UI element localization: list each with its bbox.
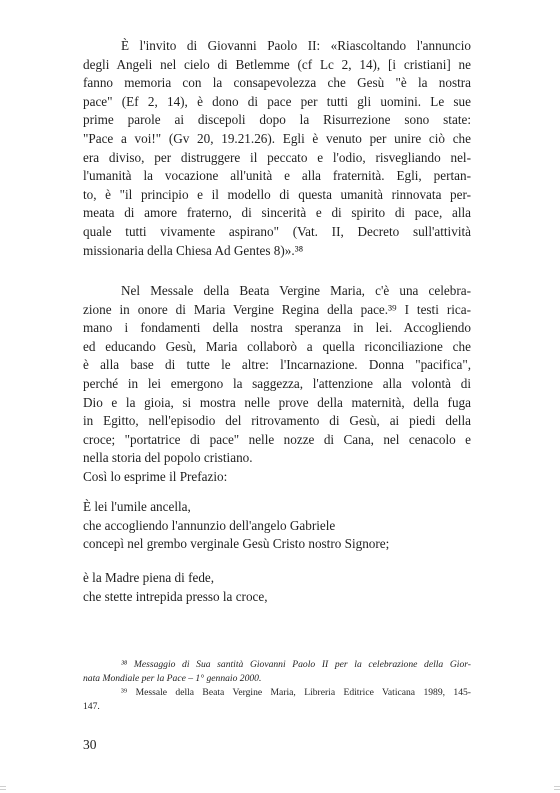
text-line: l'umanità la vocazione all'unità e alla fraternità. Egli, pertan-: [83, 168, 471, 184]
text-line: fanno memoria con la consapevolezza che Gesù "è la nostra: [83, 75, 471, 91]
text-line: missionaria della Chiesa Ad Gentes 8)».³⁸: [83, 242, 304, 258]
paragraph-messale: [83, 282, 471, 468]
prefazio-stanza-1: [83, 498, 471, 554]
footnote-38: [83, 658, 471, 686]
text-line: Dio e la gioia, si mostra nelle prove della maternità, della fuga: [83, 394, 471, 410]
text-line: prime parole ai discepoli dopo la Risurrezione sono state:: [83, 112, 471, 128]
text-line: era diviso, per distruggere il peccato e l'odio, risvegliando nel-: [83, 149, 471, 165]
text-line: degli Angeli nel cielo di Betlemme (cf Lc 2, 14), [i cristiani] ne: [83, 56, 471, 72]
text-line: to, è "il principio e il modello di questa umanità rinnovata per-: [83, 186, 471, 202]
verse-line: che accogliendo l'annunzio dell'angelo Gabriele: [83, 517, 336, 533]
text-line: pace" (Ef 2, 14), è dono di pace per tutti gli uomini. Le sue: [83, 93, 471, 109]
text-line: è alla base di tutte le altre: l'Incarnazione. Donna "pacifica",: [83, 357, 471, 373]
text-line: nella storia del popolo cristiano.: [83, 450, 253, 466]
page-edge-mark: [554, 786, 560, 787]
footnote-line: nata Mondiale per la Pace – 1° gennaio 2000.: [83, 673, 262, 684]
text-line: È l'invito di Giovanni Paolo II: «Riascoltando l'annuncio: [121, 38, 471, 53]
prefazio-intro: [83, 468, 471, 487]
text-line: mano i fondamenti della nostra speranza in lei. Accogliendo: [83, 320, 471, 336]
footnote-39: [83, 686, 471, 714]
page-edge-mark: [0, 786, 6, 787]
text-line: in Egitto, nell'episodio del ritrovamento di Gesù, ai piedi della: [83, 413, 471, 429]
footnote-line: ³⁸ Messaggio di Sua santità Giovanni Paolo II per la celebrazione della Gior-: [121, 659, 471, 670]
prefazio-stanza-2: [83, 569, 471, 606]
verse-line: È lei l'umile ancella,: [83, 499, 191, 514]
verse-line: è la Madre piena di fede,: [83, 570, 215, 585]
page-edge-mark: [554, 789, 560, 790]
footnote-line: 147.: [83, 701, 100, 712]
text-line: zione in onore di Maria Vergine Regina della pace.³⁹ I testi rica-: [83, 301, 471, 317]
text-line: "Pace a voi!" (Gv 20, 19.21.26). Egli è venuto per unire ciò che: [83, 130, 471, 146]
paragraph-invito: [83, 37, 471, 260]
text-line: Nel Messale della Beata Vergine Maria, c'è una celebra-: [121, 283, 471, 298]
text-line: ed educando Gesù, Maria collaborò a quella riconciliazione che: [83, 338, 471, 354]
page-edge-mark: [0, 789, 6, 790]
text-line: meata di amore fraterno, di sincerità e di spirito di pace, alla: [83, 205, 471, 221]
text-line: perché in lei emergono la saggezza, l'attenzione alla volontà di: [83, 375, 471, 391]
text-line: croce; "portatrice di pace" nelle nozze di Cana, nel cenacolo e: [83, 431, 471, 447]
footnote-line: ³⁹ Messale della Beata Vergine Maria, Libreria Editrice Vaticana 1989, 145-: [121, 687, 471, 698]
page-number: 30: [83, 737, 97, 752]
verse-line: concepì nel grembo verginale Gesù Cristo nostro Signore;: [83, 536, 390, 552]
verse-line: che stette intrepida presso la croce,: [83, 588, 268, 604]
text-line: Così lo esprime il Prefazio:: [83, 469, 228, 484]
text-line: quale tutti vivamente aspirano" (Vat. II, Decreto sull'attività: [83, 223, 471, 239]
